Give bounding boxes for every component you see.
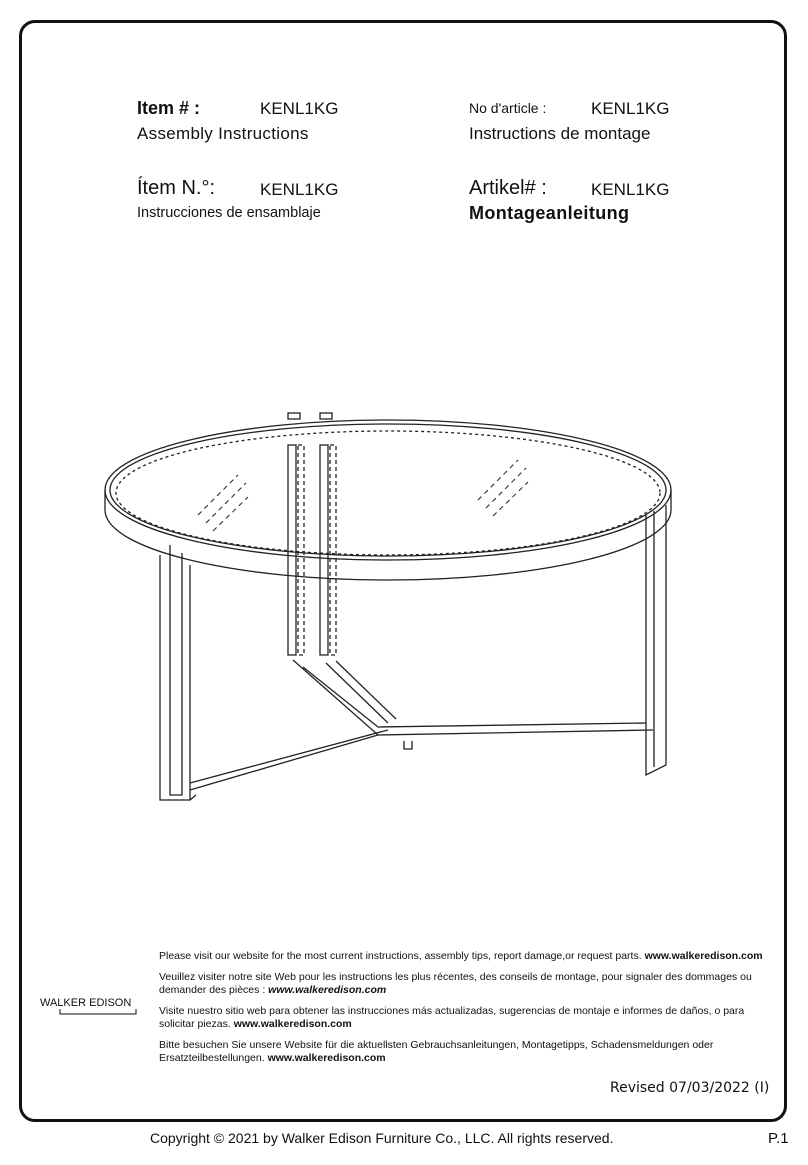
note-es-url[interactable]: www.walkeredison.com bbox=[233, 1018, 352, 1030]
page-number: P.1 bbox=[768, 1130, 789, 1147]
note-de bbox=[159, 1039, 766, 1065]
coffee-table-illustration bbox=[98, 405, 688, 815]
note-de-url[interactable]: www.walkeredison.com bbox=[267, 1052, 386, 1064]
item-label: Item # : bbox=[137, 98, 201, 118]
note-en-url[interactable]: www.walkeredison.com bbox=[644, 950, 763, 962]
fr-item-label: No d'article : bbox=[469, 100, 547, 116]
walker-edison-logo bbox=[40, 995, 138, 1019]
front-right-leg bbox=[646, 505, 666, 775]
note-es bbox=[159, 1005, 766, 1031]
note-fr-text: Veuillez visiter notre site Web pour les instructions les plus récentes, des conseils de montage, pour signaler des dommages ou demander des pièces : bbox=[159, 971, 752, 996]
es-title: Instrucciones de ensamblaje bbox=[137, 205, 321, 221]
logo-text: WALKER EDISON bbox=[40, 997, 132, 1009]
assembly-title: Assembly Instructions bbox=[137, 124, 309, 143]
front-left-leg bbox=[160, 545, 196, 800]
de-item-label: Artikel# : bbox=[469, 177, 547, 199]
item-value: KENL1KG bbox=[260, 99, 339, 118]
de-item-value: KENL1KG bbox=[591, 180, 670, 199]
fr-title: Instructions de montage bbox=[469, 124, 651, 143]
fr-item-value: KENL1KG bbox=[591, 99, 670, 118]
copyright: Copyright © 2021 by Walker Edison Furniture Co., LLC. All rights reserved. bbox=[150, 1130, 614, 1146]
note-fr bbox=[159, 971, 766, 997]
revision-date: Revised 07/03/2022 (I) bbox=[610, 1080, 770, 1096]
note-en-text: Please visit our website for the most current instructions, assembly tips, report damage,or request parts. bbox=[159, 950, 642, 962]
note-es-text: Visite nuestro sitio web para obtener las instrucciones más actualizadas, sugerencias de montaje e informes de daños, o para solicitar piezas. bbox=[159, 1005, 745, 1030]
tabletop bbox=[105, 420, 671, 580]
base-struts bbox=[190, 660, 653, 790]
note-de-text: Bitte besuchen Sie unsere Website für die aktuellsten Gebrauchsanleitungen, Montagetipps, Schadensmeldungen oder Ersatzteilbestellungen. bbox=[159, 1039, 714, 1064]
de-title: Montageanleitung bbox=[469, 203, 630, 223]
es-item-value: KENL1KG bbox=[260, 180, 339, 199]
back-legs bbox=[288, 413, 336, 655]
es-item-label: Ítem N.°: bbox=[137, 177, 216, 199]
note-fr-url[interactable]: www.walkeredison.com bbox=[268, 984, 387, 996]
website-notes bbox=[159, 950, 766, 1073]
note-en bbox=[159, 950, 766, 963]
